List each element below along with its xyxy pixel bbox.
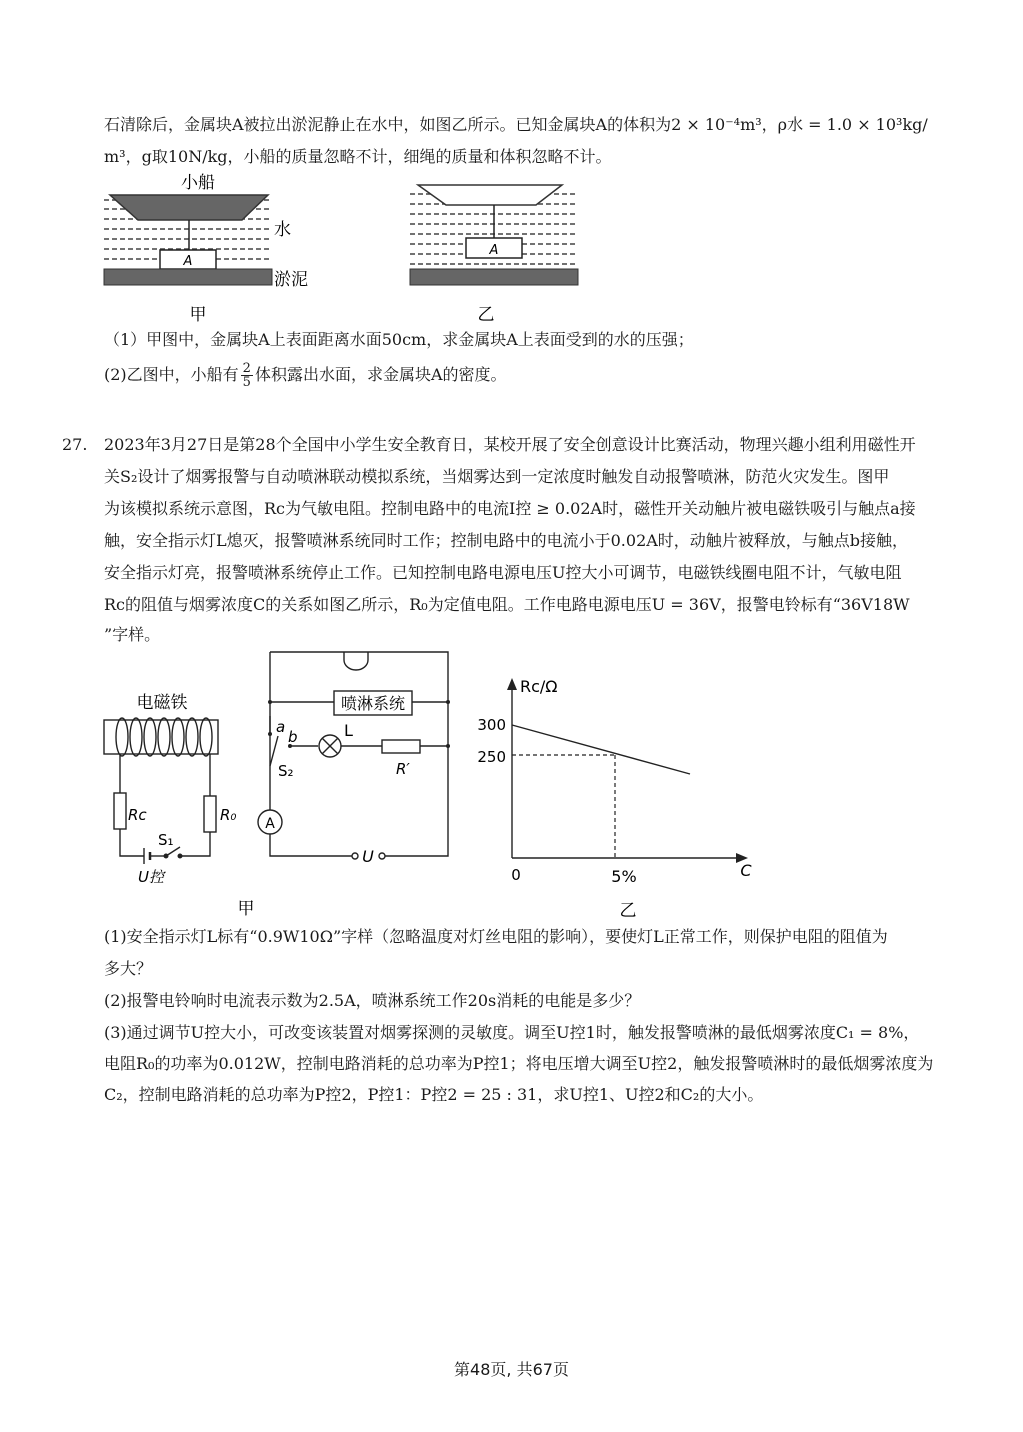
origin-label: 0: [511, 866, 521, 884]
q26-sub1: （1）甲图中，金属块A上表面距离水面50cm，求金属块A上表面受到的水的压强；: [104, 330, 694, 349]
resistor-r-prime: [382, 740, 420, 753]
circuit-jia-label: 甲: [237, 899, 255, 919]
electromagnet-label: 电磁铁: [136, 693, 188, 713]
circuit-diagram-jia: [100, 648, 460, 918]
y-axis-label: Rc/Ω: [520, 677, 558, 696]
contact-a-label: a: [276, 718, 286, 736]
sprinkler-label: 喷淋系统: [340, 694, 406, 713]
contact-b-label: b: [288, 728, 298, 746]
u-ctrl-label: U控: [138, 868, 164, 886]
page-footer: 第48页, 共67页: [454, 1360, 569, 1379]
lamp-label: L: [344, 721, 353, 740]
mud-label: 淤泥: [274, 270, 308, 290]
figure-yi-label: 乙: [477, 305, 495, 325]
fraction-2-5: [241, 362, 253, 389]
q27-line1: 2023年3月27日是第28个全国中小学生安全教育日，某校开展了安全创意设计比赛活动，物理兴趣小组利用磁性开: [104, 435, 916, 454]
q27-sub1-line1: (1)安全指示灯L标有“0.9W10Ω”字样（忽略温度对灯丝电阻的影响），要使灯L正常工作，则保护电阻的阻值为: [104, 927, 888, 946]
block-a-label: A: [489, 243, 499, 258]
ammeter-label: A: [265, 816, 275, 832]
x-axis-label: C: [740, 861, 752, 880]
q27-sub2: (2)报警电铃响时电流表示数为2.5A，喷淋系统工作20s消耗的电能是多少？: [104, 991, 641, 1010]
rc-label: Rc: [128, 806, 147, 824]
resistor-r0: [204, 796, 216, 832]
q27-sub3-line1: (3)通过调节U控大小，可改变该装置对烟雾探测的灵敏度。调至U控1时，触发报警喷淋的最低烟雾浓度C₁ = 8%，: [104, 1023, 920, 1042]
q27-sub3-line2: 电阻R₀的功率为0.012W，控制电路消耗的总功率为P控1；将电压增大调至U控2，触发报警喷淋时的最低烟雾浓度为: [104, 1054, 934, 1073]
q26-sub2: [104, 362, 984, 389]
terminal-right: [379, 853, 385, 859]
mud-layer: [104, 269, 272, 285]
graph-yi: [470, 672, 770, 922]
figure-yi-boat: [406, 168, 586, 328]
fraction-denominator: 5: [242, 375, 251, 390]
q27-line2: 关S₂设计了烟雾报警与自动喷淋联动模拟系统，当烟雾达到一定浓度时触发自动报警喷淋，防范火灾发生。图甲: [104, 467, 890, 486]
r-prime-label: R′: [396, 760, 410, 778]
water-label: 水: [274, 220, 291, 240]
switch-s2: [270, 736, 278, 766]
r0-label: R₀: [220, 806, 237, 824]
q26-sub2-prefix: (2)乙图中，小船有: [104, 365, 239, 384]
figure-jia-label: 甲: [189, 305, 207, 325]
q26-sub2-suffix: 体积露出水面，求金属块A的密度。: [254, 365, 507, 384]
y-tick-300: 300: [477, 716, 506, 734]
s2-label: S₂: [278, 762, 294, 780]
q27-line3: 为该模拟系统示意图，Rc为气敏电阻。控制电路中的电流I控 ≥ 0.02A时，磁性开关动触片被电磁铁吸引与触点a接: [104, 499, 916, 518]
q27-number: 27.: [62, 435, 88, 454]
q27-sub3-line3: C₂，控制电路消耗的总功率为P控2，P控1：P控2 = 25 : 31，求U控1、U控2和C₂的大小。: [104, 1085, 764, 1104]
q27-sub1-line2: 多大？: [104, 959, 153, 978]
q27-line4: 触，安全指示灯L熄灭，报警喷淋系统同时工作；控制电路中的电流小于0.02A时，动触片被释放，与触点b接触，: [104, 531, 909, 550]
q27-line7: ”字样。: [104, 625, 161, 644]
block-a-label: A: [183, 254, 193, 269]
q27-line5: 安全指示灯亮，报警喷淋系统停止工作。已知控制电路电源电压U控大小可调节，电磁铁线圈电阻不计，气敏电阻: [104, 563, 902, 582]
fraction-numerator: 2: [242, 361, 251, 376]
x-tick-5pct: 5%: [611, 867, 637, 886]
q26-intro-line1: 石清除后，金属块A被拉出淤泥静止在水中，如图乙所示。已知金属块A的体积为2 × 10⁻⁴m³，ρ水 = 1.0 × 10³kg/: [104, 115, 928, 134]
figure-jia-boat: [100, 168, 330, 328]
terminal-left: [352, 853, 358, 859]
q26-intro-line2: m³，g取10N/kg，小船的质量忽略不计，细绳的质量和体积忽略不计。: [104, 147, 612, 166]
graph-yi-label: 乙: [619, 901, 637, 921]
data-line: [512, 725, 690, 774]
u-label: U: [362, 847, 374, 866]
mud-layer: [410, 269, 578, 285]
alarm-bell: [344, 652, 368, 670]
boat-shape: [418, 185, 562, 205]
s1-label: S₁: [158, 831, 174, 849]
resistor-rc: [114, 793, 126, 829]
y-tick-250: 250: [477, 748, 506, 766]
y-axis-arrow: [507, 678, 517, 690]
q27-line6: Rc的阻值与烟雾浓度C的关系如图乙所示，R₀为定值电阻。工作电路电源电压U = 36V，报警电铃标有“36V18W: [104, 595, 910, 614]
boat-shape: [110, 195, 268, 220]
boat-label: 小船: [181, 173, 215, 193]
